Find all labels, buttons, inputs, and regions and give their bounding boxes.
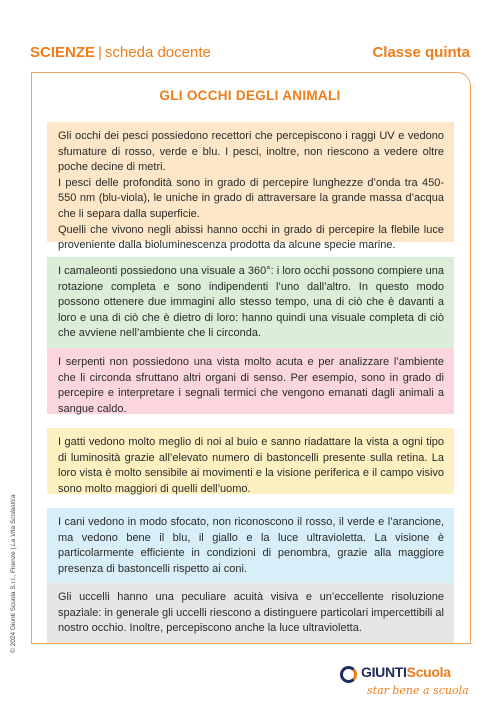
info-box-fish [47,122,454,252]
giunti-scuola-logo [340,664,469,700]
page-title: GLI OCCHI DEGLI ANIMALI [159,88,341,103]
publication-name: La Vita Scolastica [10,494,17,547]
fish-paragraph-2: I pesci delle profondità sono in grado di percepire lunghezze d’onda tra 450-550 nm (blu-viola), le uniche in grado di attraversare la grande massa d’acqua che li separa dalla superficie. [58,176,444,220]
header-subtitle: scheda docente [104,44,211,61]
giunti-g-icon [340,666,357,683]
info-box-snakes [47,348,454,414]
info-box-chameleons [47,257,454,354]
fish-paragraph-3: Quelli che vivono negli abissi hanno occhi in grado di percepire la flebile luce proveniente dalla bioluminescenza prodotta da alcune specie marine. [58,223,444,252]
snakes-paragraph: I serpenti non possiedono una vista molto acuta e per analizzare l’ambiente che li circonda sfruttano altri organi di senso. Per esempio, sono in grado di percepire e interpretare i segnali termici che vengono emanati dagli animali a sangue caldo. [58,356,444,415]
page-header [30,44,470,66]
dogs-paragraph: I cani vedono in modo sfocato, non riconoscono il rosso, il verde e l’arancione, ma vedono bene il blu, il giallo e la luce ultravioletta. La visione è particolarmente efficiente in condizioni di penombra, grazie alla maggiore presenza di bastoncelli rispetto ai coni. [58,516,444,575]
fish-paragraph-1: Gli occhi dei pesci possiedono recettori che percepiscono i raggi UV e vedono sfumature di rosso, verde e blu. I pesci, inoltre, non riescono a vedere oltre poche decine di metri. [58,130,444,174]
info-box-cats [47,428,454,494]
info-box-birds [47,583,454,643]
copyright-notice [10,495,17,654]
info-box-dogs [47,508,454,588]
logo-tagline: star bene a scuola [367,684,469,697]
cats-paragraph: I gatti vedono molto meglio di noi al buio e sanno riadattare la vista a ogni tipo di luminosità grazie all’elevato numero di bastoncelli presente sulla retina. La loro vista è molto sensibile ai movimenti e la visione periferica e il campo visivo sono molto maggiori di quelli dell’uomo. [58,436,444,495]
logo-brand: GIUNTI [361,664,407,680]
subject-name: SCIENZE [30,44,96,61]
subject-label [30,44,211,61]
logo-brand-accent: Scuola [406,664,451,680]
chameleons-paragraph: I camaleonti possiedono una visuale a 360°: i loro occhi possono compiere una rotazione completa e sono indipendenti l’uno dall’altro. In questo modo possono ottenere due immagini allo stesso tempo, una di ciò che è davanti a loro e una di ciò che è dietro di loro: hanno quindi una visuale completa di ciò che avviene nell’ambiente che li circonda. [58,265,444,340]
logo-wordmark [361,664,451,680]
copyright-text: © 2024 Giunti Scuola S.r.l., Firenze | [10,547,17,653]
birds-paragraph: Gli uccelli hanno una peculiare acuità visiva e un’eccellente risoluzione spaziale: in generale gli uccelli riescono a distinguere particolari impercettibili al nostro occhio. Inoltre, percepiscono anche la luce ultravioletta. [58,591,444,635]
class-label: Classe quinta [372,44,470,61]
header-separator: | [98,44,102,61]
